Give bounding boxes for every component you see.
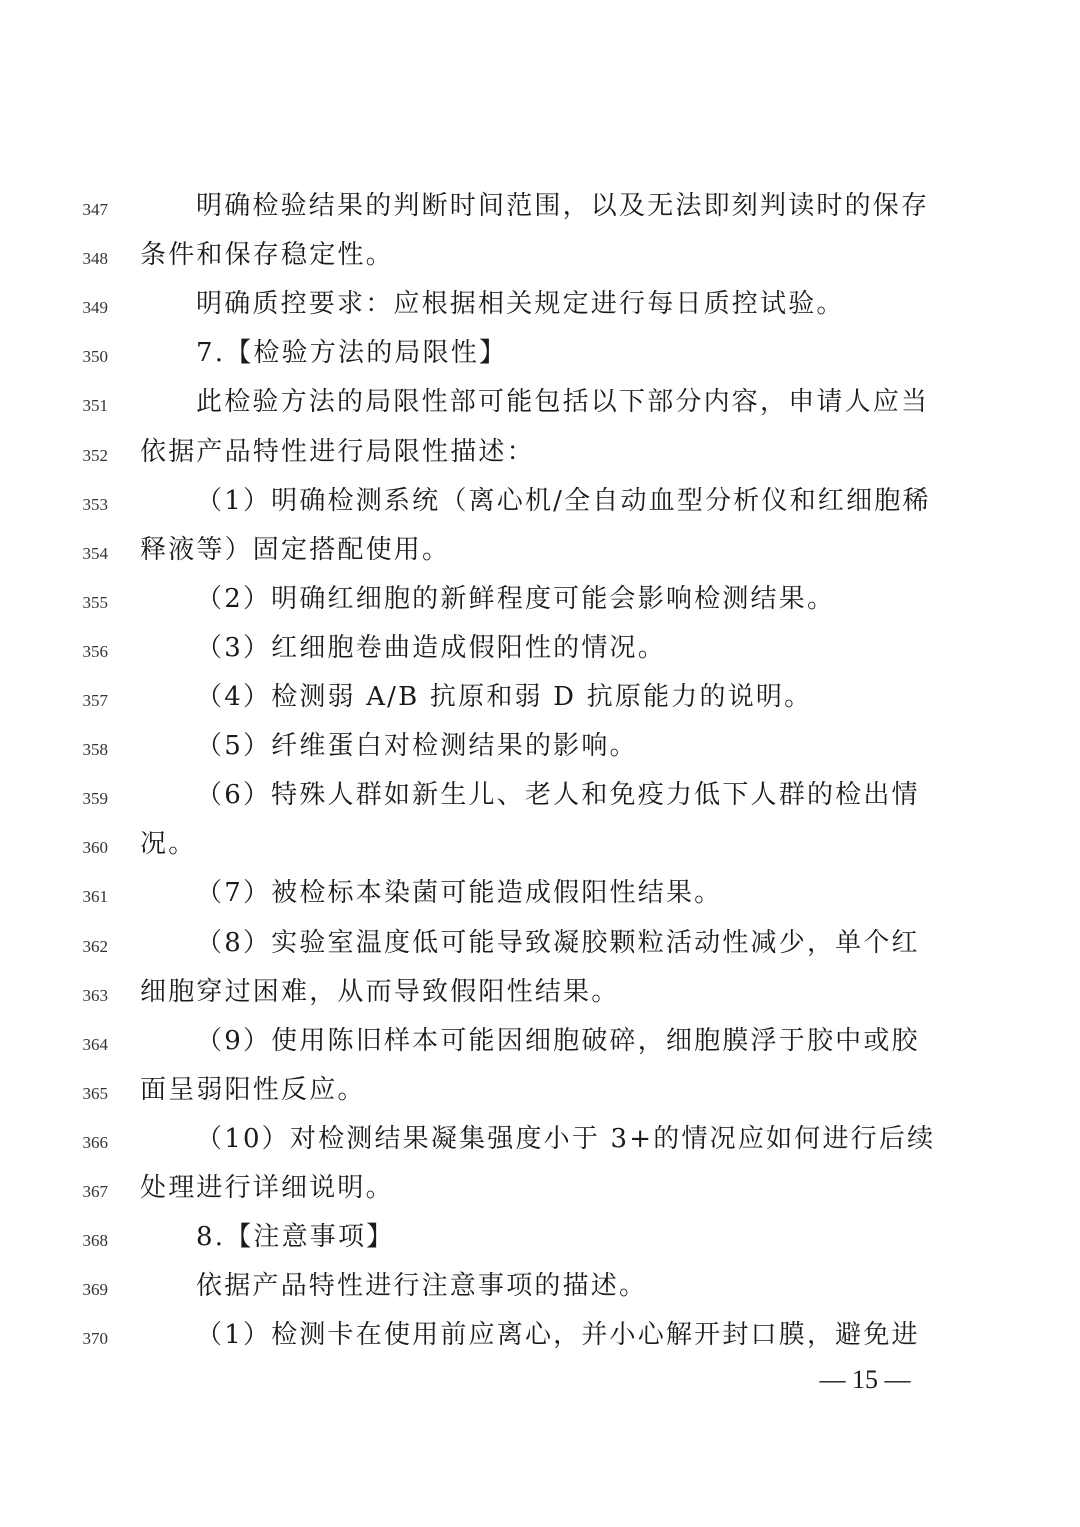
line-number: 359 <box>82 789 108 809</box>
line-text: 况。 <box>140 829 197 860</box>
line-text: 处理进行详细说明。 <box>140 1173 394 1203</box>
line-number: 367 <box>82 1182 108 1201</box>
line-text: （9）使用陈旧样本可能因细胞破碎，细胞膜浮于胶中或胶 <box>196 1025 920 1056</box>
document-line <box>0 1021 1080 1061</box>
document-line <box>0 579 1080 619</box>
document-line <box>0 284 1080 324</box>
line-text: （1）检测卡在使用前应离心，并小心解开封口膜，避免进 <box>196 1320 920 1351</box>
line-text: （5）纤维蛋白对检测结果的影响。 <box>196 731 638 762</box>
line-number: 363 <box>82 985 108 1005</box>
line-text: 条件和保存稳定性。 <box>140 240 394 271</box>
document-line <box>0 481 1080 521</box>
line-text: （2）明确红细胞的新鲜程度可能会影响检测结果。 <box>196 583 836 614</box>
line-number: 369 <box>82 1280 108 1300</box>
line-text: 明确检验结果的判断时间范围，以及无法即刻判读时的保存 <box>196 191 930 221</box>
document-line <box>0 1119 1080 1159</box>
line-number: 370 <box>82 1329 108 1349</box>
document-line <box>0 775 1080 815</box>
line-number: 351 <box>82 396 108 416</box>
document-line <box>0 530 1080 570</box>
line-number: 364 <box>82 1034 108 1054</box>
line-text: （3）红细胞卷曲造成假阳性的情况。 <box>196 632 666 663</box>
document-line <box>0 1168 1080 1208</box>
line-text: （1）明确检测系统（离心机/全自动血型分析仪和红细胞稀 <box>196 485 931 516</box>
document-line <box>0 432 1080 472</box>
line-number: 361 <box>82 887 108 907</box>
line-number: 355 <box>82 592 108 612</box>
document-line <box>0 1315 1080 1355</box>
document-line <box>0 628 1080 668</box>
document-line <box>0 923 1080 963</box>
page-number: — 15 — <box>819 1365 911 1394</box>
line-number: 353 <box>82 494 108 514</box>
document-line <box>0 186 1080 226</box>
document-line <box>0 972 1080 1012</box>
line-text: 面呈弱阳性反应。 <box>140 1074 366 1105</box>
document-line <box>0 726 1080 766</box>
document-line <box>0 1217 1080 1257</box>
line-number: 350 <box>82 347 108 367</box>
line-text: 此检验方法的局限性部可能包括以下部分内容，申请人应当 <box>196 387 930 418</box>
document-line <box>0 677 1080 717</box>
line-number: 365 <box>82 1083 108 1103</box>
line-number: 349 <box>82 298 108 318</box>
line-text: （6）特殊人群如新生儿、老人和免疫力低下人群的检出情 <box>196 780 920 811</box>
line-number: 352 <box>82 445 108 465</box>
document-line <box>0 824 1080 864</box>
line-number: 360 <box>82 838 108 858</box>
line-text: （10）对检测结果凝集强度小于 3+的情况应如何进行后续 <box>196 1123 936 1154</box>
line-text: （7）被检标本染菌可能造成假阳性结果。 <box>196 878 723 909</box>
line-number: 354 <box>82 543 108 563</box>
document-line <box>0 873 1080 913</box>
line-number: 368 <box>82 1231 108 1251</box>
document-line <box>0 1266 1080 1306</box>
line-text: 释液等）固定搭配使用。 <box>140 534 451 565</box>
line-number: 347 <box>82 200 108 219</box>
line-text: 7.【检验方法的局限性】 <box>196 338 508 369</box>
line-text: 依据产品特性进行局限性描述： <box>140 436 535 467</box>
line-number: 348 <box>82 249 108 269</box>
document-line <box>0 235 1080 275</box>
document-line <box>0 333 1080 373</box>
line-number: 362 <box>82 936 108 956</box>
line-text: （4）检测弱 A/B 抗原和弱 D 抗原能力的说明。 <box>196 682 813 712</box>
line-number: 358 <box>82 740 108 760</box>
line-number: 357 <box>82 691 108 710</box>
line-text: 8.【注意事项】 <box>196 1222 395 1253</box>
line-text: 细胞穿过困难，从而导致假阳性结果。 <box>140 976 620 1007</box>
document-line <box>0 382 1080 422</box>
line-text: 明确质控要求：应根据相关规定进行每日质控试验。 <box>196 289 845 320</box>
line-number: 366 <box>82 1132 108 1152</box>
line-number: 356 <box>82 641 108 661</box>
line-text: （8）实验室温度低可能导致凝胶颗粒活动性减少，单个红 <box>196 927 920 958</box>
document-line <box>0 1070 1080 1110</box>
line-text: 依据产品特性进行注意事项的描述。 <box>196 1271 648 1302</box>
